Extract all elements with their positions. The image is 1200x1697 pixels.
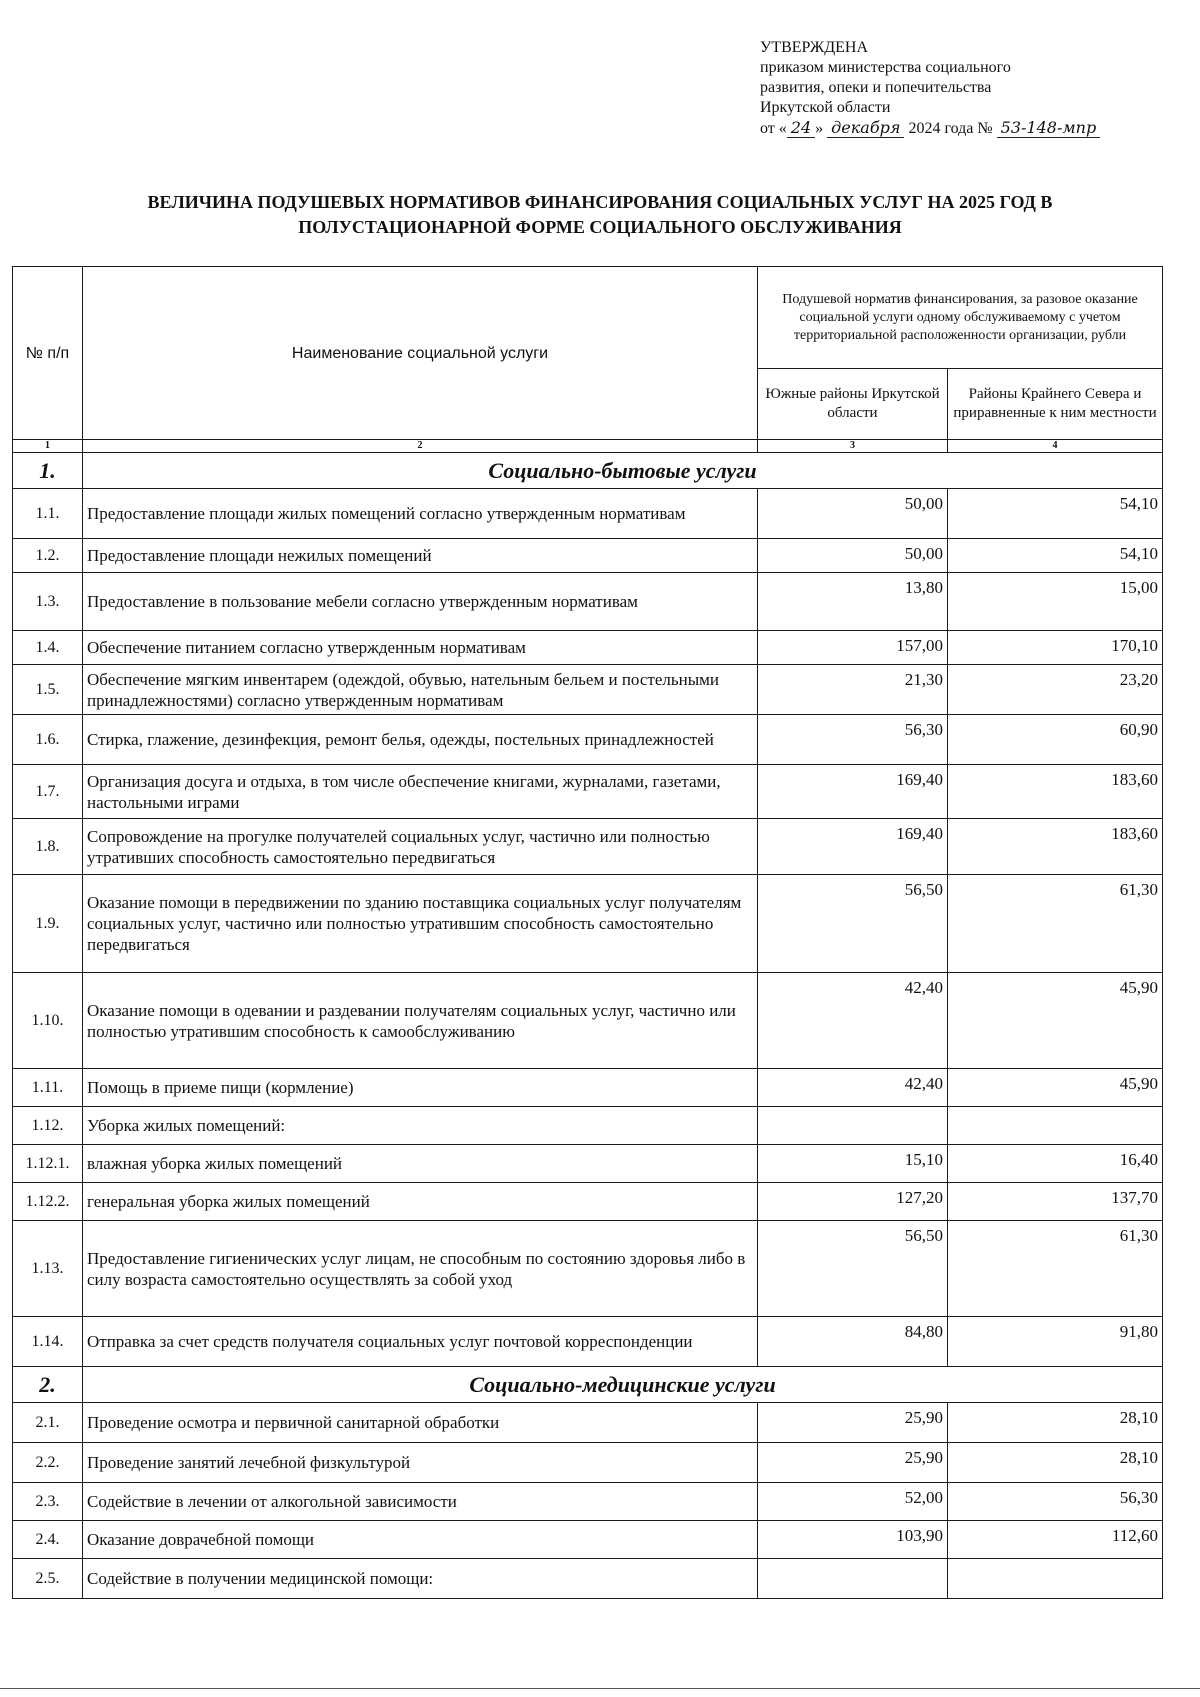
north-value xyxy=(948,1107,1163,1145)
section-number: 2. xyxy=(13,1367,83,1403)
row-number: 1.11. xyxy=(13,1069,83,1107)
service-name: Проведение занятий лечебной физкультурой xyxy=(83,1443,758,1483)
service-name: Сопровождение на прогулке получателей социальных услуг, частично или полностью утративших способность самостоятельно передвигаться xyxy=(83,819,758,875)
south-value: 42,40 xyxy=(758,973,948,1069)
row-number: 1.14. xyxy=(13,1317,83,1367)
table-row xyxy=(13,819,1163,875)
north-value: 16,40 xyxy=(948,1145,1163,1183)
south-value: 25,90 xyxy=(758,1403,948,1443)
row-number: 2.1. xyxy=(13,1403,83,1443)
header-south: Южные районы Иркутской области xyxy=(758,369,948,440)
section-header-row xyxy=(13,1367,1163,1403)
table-row xyxy=(13,489,1163,539)
approval-line: Иркутской области xyxy=(760,99,891,116)
north-value: 137,70 xyxy=(948,1183,1163,1221)
service-name: Предоставление гигиенических услуг лицам, не способным по состоянию здоровья либо в силу возраста самостоятельно осуществлять за собой уход xyxy=(83,1221,758,1317)
handwritten-order-number: 53-148-мпр xyxy=(997,118,1101,138)
table-row xyxy=(13,765,1163,819)
date-close: » xyxy=(815,120,824,137)
row-number: 1.8. xyxy=(13,819,83,875)
header-number: № п/п xyxy=(13,267,83,440)
header-service-name: Наименование социальной услуги xyxy=(83,267,758,440)
row-number: 1.5. xyxy=(13,665,83,715)
table-row xyxy=(13,1069,1163,1107)
service-name: Содействие в лечении от алкогольной зависимости xyxy=(83,1483,758,1521)
table-row xyxy=(13,1221,1163,1317)
row-number: 1.3. xyxy=(13,573,83,631)
table-row xyxy=(13,715,1163,765)
row-number: 2.3. xyxy=(13,1483,83,1521)
table-row xyxy=(13,1183,1163,1221)
south-value: 157,00 xyxy=(758,631,948,665)
north-value: 183,60 xyxy=(948,765,1163,819)
row-number: 2.5. xyxy=(13,1559,83,1599)
service-name: Содействие в получении медицинской помощи: xyxy=(83,1559,758,1599)
service-name: Предоставление площади жилых помещений согласно утвержденным нормативам xyxy=(83,489,758,539)
service-name: Оказание помощи в передвижении по зданию поставщика социальных услуг получателям социальных услуг, частично или полностью утратившим способность самостоятельно передвигаться xyxy=(83,875,758,973)
south-value: 21,30 xyxy=(758,665,948,715)
north-value: 56,30 xyxy=(948,1483,1163,1521)
service-name: влажная уборка жилых помещений xyxy=(83,1145,758,1183)
north-value xyxy=(948,1559,1163,1599)
row-number: 1.12.2. xyxy=(13,1183,83,1221)
service-name: Стирка, глажение, дезинфекция, ремонт белья, одежды, постельных принадлежностей xyxy=(83,715,758,765)
south-value: 56,50 xyxy=(758,1221,948,1317)
table-row xyxy=(13,973,1163,1069)
approval-date-line xyxy=(760,118,1180,139)
service-name: Помощь в приеме пищи (кормление) xyxy=(83,1069,758,1107)
south-value: 15,10 xyxy=(758,1145,948,1183)
service-name: Отправка за счет средств получателя социальных услуг почтовой корреспонденции xyxy=(83,1317,758,1367)
section-header-row xyxy=(13,453,1163,489)
document-title xyxy=(40,190,1160,240)
row-number: 1.12. xyxy=(13,1107,83,1145)
header-north: Районы Крайнего Севера и приравненные к ним местности xyxy=(948,369,1163,440)
table-row xyxy=(13,573,1163,631)
row-number: 1.10. xyxy=(13,973,83,1069)
south-value: 25,90 xyxy=(758,1443,948,1483)
service-name: Уборка жилых помещений: xyxy=(83,1107,758,1145)
south-value: 50,00 xyxy=(758,539,948,573)
service-name: Предоставление в пользование мебели согласно утвержденным нормативам xyxy=(83,573,758,631)
norms-table xyxy=(12,266,1163,1599)
table-row xyxy=(13,875,1163,973)
row-number: 1.1. xyxy=(13,489,83,539)
column-number: 3 xyxy=(758,440,948,453)
table-row xyxy=(13,1521,1163,1559)
south-value: 13,80 xyxy=(758,573,948,631)
south-value: 56,30 xyxy=(758,715,948,765)
south-value xyxy=(758,1559,948,1599)
handwritten-day: 24 xyxy=(787,118,815,138)
service-name: Оказание доврачебной помощи xyxy=(83,1521,758,1559)
north-value: 23,20 xyxy=(948,665,1163,715)
section-title: Социально-медицинские услуги xyxy=(83,1367,1163,1403)
section-number: 1. xyxy=(13,453,83,489)
approval-stamp xyxy=(760,38,1180,139)
approval-heading: УТВЕРЖДЕНА xyxy=(760,39,869,56)
service-name: Оказание помощи в одевании и раздевании получателям социальных услуг, частично или полностью утратившим способность к самообслуживанию xyxy=(83,973,758,1069)
service-name: Организация досуга и отдыха, в том числе обеспечение книгами, журналами, газетами, настольными играми xyxy=(83,765,758,819)
table-row xyxy=(13,665,1163,715)
north-value: 15,00 xyxy=(948,573,1163,631)
north-value: 54,10 xyxy=(948,539,1163,573)
approval-line: приказом министерства социального xyxy=(760,59,1011,76)
table-row xyxy=(13,1145,1163,1183)
handwritten-month: декабря xyxy=(827,118,904,138)
year-text: 2024 года № xyxy=(908,120,993,137)
north-value: 170,10 xyxy=(948,631,1163,665)
row-number: 1.13. xyxy=(13,1221,83,1317)
service-name: Проведение осмотра и первичной санитарной обработки xyxy=(83,1403,758,1443)
title-line-1: ВЕЛИЧИНА ПОДУШЕВЫХ НОРМАТИВОВ ФИНАНСИРОВАНИЯ СОЦИАЛЬНЫХ УСЛУГ НА 2025 ГОД В xyxy=(147,192,1053,212)
title-line-2: ПОЛУСТАЦИОНАРНОЙ ФОРМЕ СОЦИАЛЬНОГО ОБСЛУЖИВАНИЯ xyxy=(298,217,902,237)
row-number: 1.4. xyxy=(13,631,83,665)
south-value: 42,40 xyxy=(758,1069,948,1107)
south-value: 169,40 xyxy=(758,819,948,875)
table-row xyxy=(13,539,1163,573)
south-value: 169,40 xyxy=(758,765,948,819)
table-row xyxy=(13,1403,1163,1443)
south-value: 84,80 xyxy=(758,1317,948,1367)
table-row xyxy=(13,1483,1163,1521)
south-value: 127,20 xyxy=(758,1183,948,1221)
page-bottom-rule xyxy=(0,1688,1200,1689)
north-value: 45,90 xyxy=(948,1069,1163,1107)
north-value: 61,30 xyxy=(948,1221,1163,1317)
column-number: 2 xyxy=(83,440,758,453)
row-number: 1.7. xyxy=(13,765,83,819)
north-value: 54,10 xyxy=(948,489,1163,539)
table-row xyxy=(13,631,1163,665)
column-number: 1 xyxy=(13,440,83,453)
table-row xyxy=(13,1443,1163,1483)
table-row xyxy=(13,1107,1163,1145)
north-value: 45,90 xyxy=(948,973,1163,1069)
row-number: 2.4. xyxy=(13,1521,83,1559)
north-value: 28,10 xyxy=(948,1443,1163,1483)
service-name: Обеспечение питанием согласно утвержденным нормативам xyxy=(83,631,758,665)
row-number: 1.6. xyxy=(13,715,83,765)
column-number: 4 xyxy=(948,440,1163,453)
north-value: 183,60 xyxy=(948,819,1163,875)
north-value: 91,80 xyxy=(948,1317,1163,1367)
south-value: 52,00 xyxy=(758,1483,948,1521)
south-value: 56,50 xyxy=(758,875,948,973)
table-row xyxy=(13,1317,1163,1367)
date-prefix: от « xyxy=(760,120,787,137)
row-number: 1.9. xyxy=(13,875,83,973)
row-number: 1.12.1. xyxy=(13,1145,83,1183)
service-name: Предоставление площади нежилых помещений xyxy=(83,539,758,573)
service-name: Обеспечение мягким инвентарем (одеждой, обувью, нательным бельем и постельными принадлежностями) согласно утвержденным нормативам xyxy=(83,665,758,715)
north-value: 28,10 xyxy=(948,1403,1163,1443)
north-value: 60,90 xyxy=(948,715,1163,765)
north-value: 112,60 xyxy=(948,1521,1163,1559)
table-row xyxy=(13,1559,1163,1599)
row-number: 1.2. xyxy=(13,539,83,573)
north-value: 61,30 xyxy=(948,875,1163,973)
south-value: 50,00 xyxy=(758,489,948,539)
south-value: 103,90 xyxy=(758,1521,948,1559)
approval-line: развития, опеки и попечительства xyxy=(760,79,992,96)
service-name: генеральная уборка жилых помещений xyxy=(83,1183,758,1221)
header-norm: Подушевой норматив финансирования, за разовое оказание социальной услуги одному обслуживаемому с учетом территориальной расположенности организации, рубли xyxy=(758,267,1163,369)
south-value xyxy=(758,1107,948,1145)
section-title: Социально-бытовые услуги xyxy=(83,453,1163,489)
row-number: 2.2. xyxy=(13,1443,83,1483)
